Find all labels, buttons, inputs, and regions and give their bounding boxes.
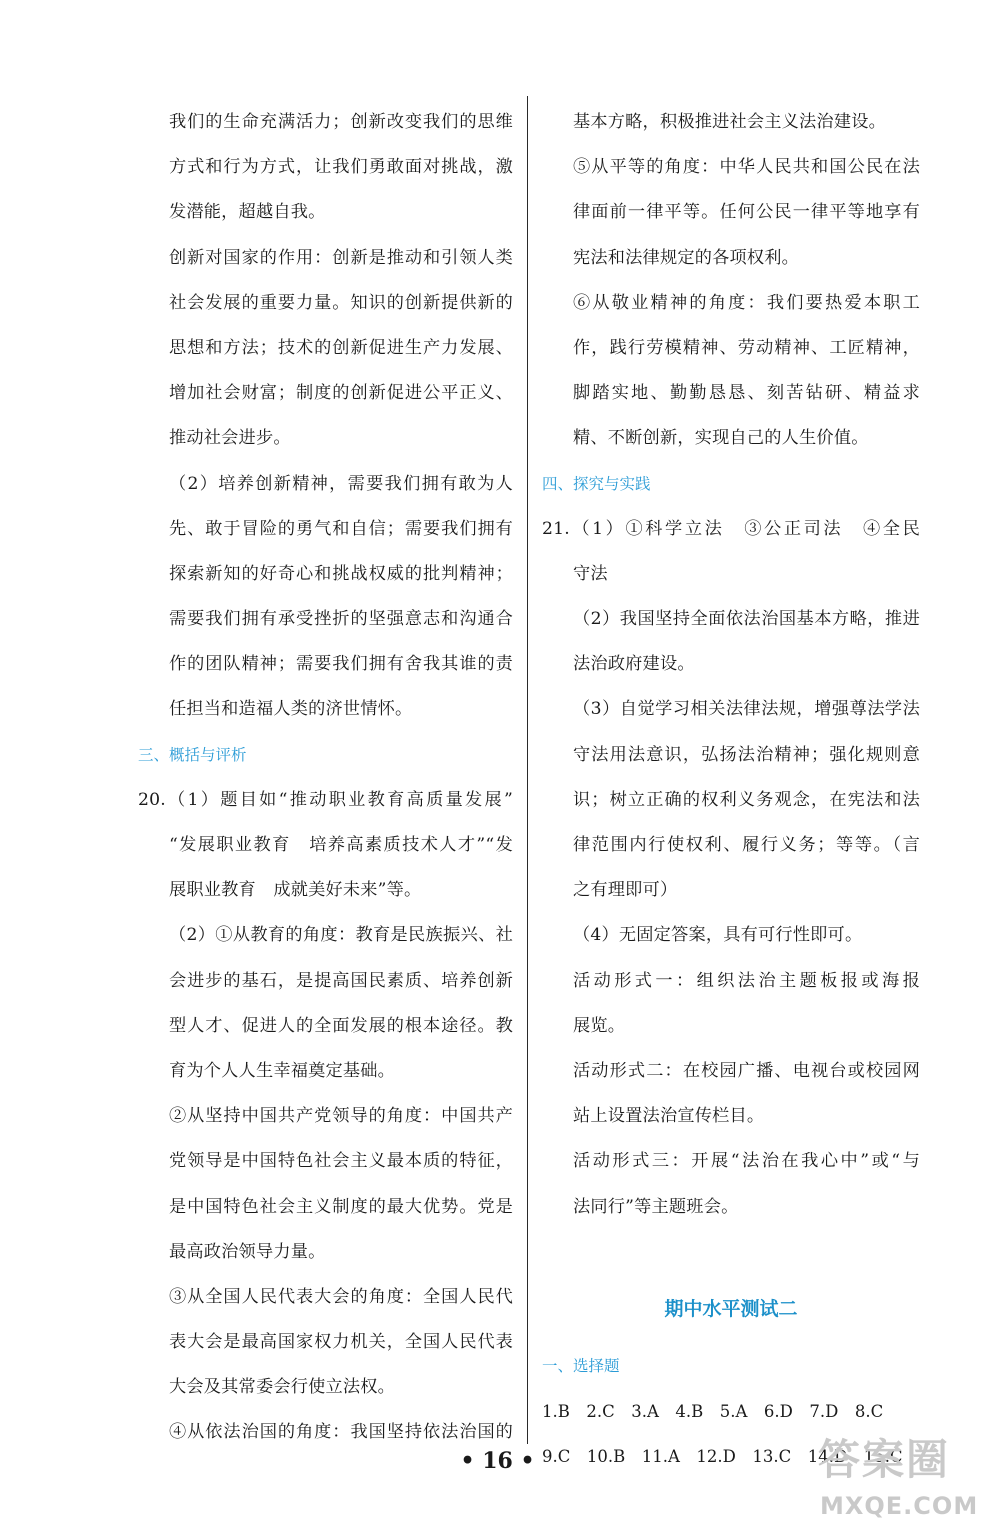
text-line: 展职业教育 成就美好未来”等。 <box>169 880 422 901</box>
answers-row-1: 1.B 2.C 3.A 4.B 5.A 6.D 7.D 8.C <box>542 1401 884 1421</box>
text-line: 推动社会进步。 <box>169 428 291 449</box>
text-line: （2）①从教育的角度：教育是民族振兴、社 <box>169 925 513 946</box>
right-column <box>542 100 920 1479</box>
text-line: 法治政府建设。 <box>573 654 695 675</box>
left-column <box>138 100 513 1456</box>
text-line: 法同行”等主题班会。 <box>573 1196 739 1217</box>
text-line: 方式和行为方式，让我们勇敢面对挑战，激 <box>169 157 513 178</box>
text-line: 作的团队精神；需要我们拥有舍我其谁的责 <box>169 654 513 675</box>
section-heading: 三、概括与评析 <box>138 745 247 764</box>
text-line: ④从依法治国的角度：我国坚持依法治国的 <box>169 1422 513 1443</box>
text-line: 21.（1）①科学立法 ③公正司法 ④全民 <box>542 518 920 539</box>
text-line: 会进步的基石，是提高国民素质、培养创新 <box>169 970 513 991</box>
text-line: 精、不断创新，实现自己的人生价值。 <box>573 428 869 449</box>
text-line: 表大会是最高国家权力机关，全国人民代表 <box>169 1332 513 1353</box>
text-line: 作，践行劳模精神、劳动精神、工匠精神， <box>573 337 920 358</box>
right-column-body <box>542 100 920 1230</box>
text-line: （3）自觉学习相关法律法规，增强尊法学法 <box>573 699 920 720</box>
text-line: 探索新知的好奇心和挑战权威的批判精神； <box>169 563 513 584</box>
text-line: 党领导是中国特色社会主义最本质的特征， <box>169 1151 513 1172</box>
text-line: 活动形式一：组织法治主题板报或海报 <box>573 970 920 991</box>
text-line: （2）我国坚持全面依法治国基本方略，推进 <box>573 609 920 630</box>
text-line: 识；树立正确的权利义务观念，在宪法和法 <box>573 789 920 810</box>
text-line: 律范围内行使权利、履行义务；等等。（言 <box>573 835 920 855</box>
text-line: 需要我们拥有承受挫折的坚强意志和沟通合 <box>169 609 513 630</box>
text-line: 是中国特色社会主义制度的最大优势。党是 <box>169 1196 513 1217</box>
text-line: 律面前一律平等。任何公民一律平等地享有 <box>573 202 920 223</box>
text-line: ③从全国人民代表大会的角度：全国人民代 <box>169 1286 513 1307</box>
text-line: （2）培养创新精神，需要我们拥有敢为人 <box>169 473 513 494</box>
text-line: 之有理即可） <box>573 880 678 901</box>
text-line: ⑥从敬业精神的角度：我们要热爱本职工 <box>573 292 920 313</box>
watermark-url: MXQE.COM <box>820 1492 979 1520</box>
text-line: ⑤从平等的角度：中华人民共和国公民在法 <box>573 157 920 178</box>
text-line: 20.（1）题目如“推动职业教育高质量发展” <box>138 789 513 810</box>
text-line: 型人才、促进人的全面发展的根本途径。教 <box>169 1015 513 1036</box>
text-line: 发潜能，超越自我。 <box>169 202 326 223</box>
text-line: 育为个人人生幸福奠定基础。 <box>169 1060 396 1081</box>
text-line: 活动形式二：在校园广播、电视台或校园网 <box>573 1060 920 1081</box>
watermark-logo: 答案圈 <box>818 1435 951 1484</box>
text-line: 先、敢于冒险的勇气和自信；需要我们拥有 <box>169 518 513 539</box>
text-line: ②从坚持中国共产党领导的角度：中国共产 <box>169 1106 513 1127</box>
page-number: • 16 • <box>460 1448 535 1474</box>
section-heading: 四、探究与实践 <box>542 474 651 493</box>
text-line: 我们的生命充满活力；创新改变我们的思维 <box>169 112 513 132</box>
text-line: 基本方略，积极推进社会主义法治建设。 <box>573 112 886 132</box>
text-line: “发展职业教育 培养高素质技术人才”“发 <box>169 835 513 855</box>
test-title: 期中水平测试二 <box>664 1297 798 1320</box>
text-line: 大会及其常委会行使立法权。 <box>169 1377 396 1398</box>
text-line: 任担当和造福人类的济世情怀。 <box>169 699 413 720</box>
column-divider <box>527 96 528 1444</box>
text-line: 守法 <box>573 563 608 584</box>
text-line: 展览。 <box>573 1015 626 1036</box>
text-line: 守法用法意识，弘扬法治精神；强化规则意 <box>573 744 920 765</box>
text-line: 社会发展的重要力量。知识的创新提供新的 <box>169 292 513 313</box>
text-line: 最高政治领导力量。 <box>169 1241 326 1262</box>
text-line: 站上设置法治宣传栏目。 <box>573 1106 765 1127</box>
text-line: 思想和方法；技术的创新促进生产力发展、 <box>169 337 513 358</box>
text-line: 创新对国家的作用：创新是推动和引领人类 <box>169 247 513 268</box>
text-line: 活动形式三：开展“法治在我心中”或“与 <box>573 1151 920 1172</box>
text-line: 增加社会财富；制度的创新促进公平正义、 <box>169 383 513 404</box>
choice-section-heading: 一、选择题 <box>542 1356 620 1375</box>
text-line: （4）无固定答案，具有可行性即可。 <box>573 925 863 946</box>
answers-row-2: 9.C 10.B 11.A 12.D 13.C 14.D 15.C <box>542 1447 903 1467</box>
text-line: 宪法和法律规定的各项权利。 <box>573 247 800 268</box>
text-line: 脚踏实地、勤勤恳恳、刻苦钻研、精益求 <box>573 383 920 404</box>
